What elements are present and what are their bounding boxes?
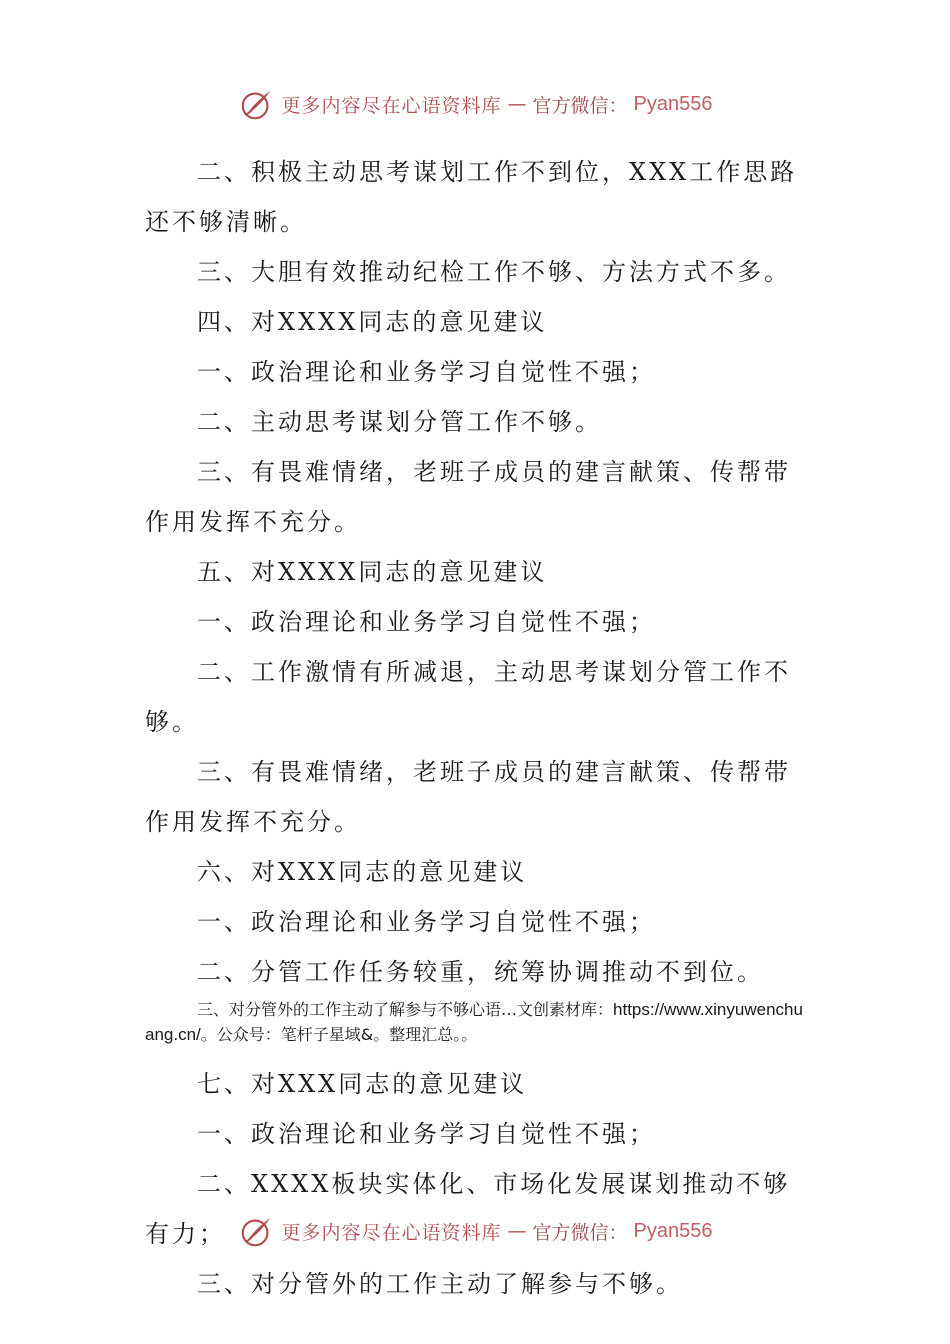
page-header	[0, 84, 950, 124]
banner-wechat-label: 官方微信：	[532, 94, 628, 117]
paragraph: 一、政治理论和业务学习自觉性不强；	[197, 908, 656, 936]
banner-dash: —	[507, 93, 527, 115]
banner-title: 更多内容尽在心语资料库	[281, 94, 502, 117]
paragraph: 一、政治理论和业务学习自觉性不强；	[197, 358, 656, 386]
section-heading: 四、对XXXX同志的意见建议	[197, 308, 548, 336]
document-body	[145, 147, 810, 1309]
banner-dash: —	[507, 1220, 527, 1242]
page-footer	[0, 1211, 950, 1251]
section-heading: 六、对XXX同志的意见建议	[197, 858, 528, 886]
quill-pen-logo-icon	[238, 85, 276, 123]
watermark-banner	[238, 85, 713, 123]
watermark-banner	[238, 1212, 713, 1250]
paragraph: 二、主动思考谋划分管工作不够。	[197, 408, 602, 436]
paragraph: 三、有畏难情绪，老班子成员的建言献策、传帮带作用发挥不充分。	[145, 758, 791, 836]
paragraph: 三、对分管外的工作主动了解参与不够。	[197, 1270, 683, 1298]
note-url: https://www.xinyuwenchuang.cn/	[145, 1000, 803, 1044]
note-prefix: 三、对分管外的工作主动了解参与不够心语…文创素材库：	[197, 1000, 614, 1019]
banner-wechat-id: Pyan556	[633, 92, 713, 115]
paragraph: 二、分管工作任务较重，统筹协调推动不到位。	[197, 958, 764, 986]
quill-pen-logo-icon	[238, 1212, 276, 1250]
paragraph: 二、工作激情有所减退，主动思考谋划分管工作不够。	[145, 658, 791, 736]
section-heading: 七、对XXX同志的意见建议	[197, 1070, 528, 1098]
note-suffix: 。公众号：笔杆子星域&。整理汇总。。	[200, 1025, 478, 1044]
banner-wechat-id: Pyan556	[633, 1219, 713, 1242]
paragraph: 二、XXXX板块实体化、市场化发展谋划推动不够有力；	[145, 1170, 791, 1248]
paragraph: 三、大胆有效推动纪检工作不够、方法方式不多。	[197, 258, 791, 286]
paragraph: 一、政治理论和业务学习自觉性不强；	[197, 608, 656, 636]
paragraph: 一、政治理论和业务学习自觉性不强；	[197, 1120, 656, 1148]
source-note	[145, 997, 810, 1059]
paragraph: 二、积极主动思考谋划工作不到位，XXX工作思路还不够清晰。	[145, 158, 798, 236]
section-heading: 五、对XXXX同志的意见建议	[197, 558, 548, 586]
banner-title: 更多内容尽在心语资料库	[281, 1221, 502, 1244]
paragraph: 三、有畏难情绪，老班子成员的建言献策、传帮带作用发挥不充分。	[145, 458, 791, 536]
banner-wechat-label: 官方微信：	[532, 1221, 628, 1244]
